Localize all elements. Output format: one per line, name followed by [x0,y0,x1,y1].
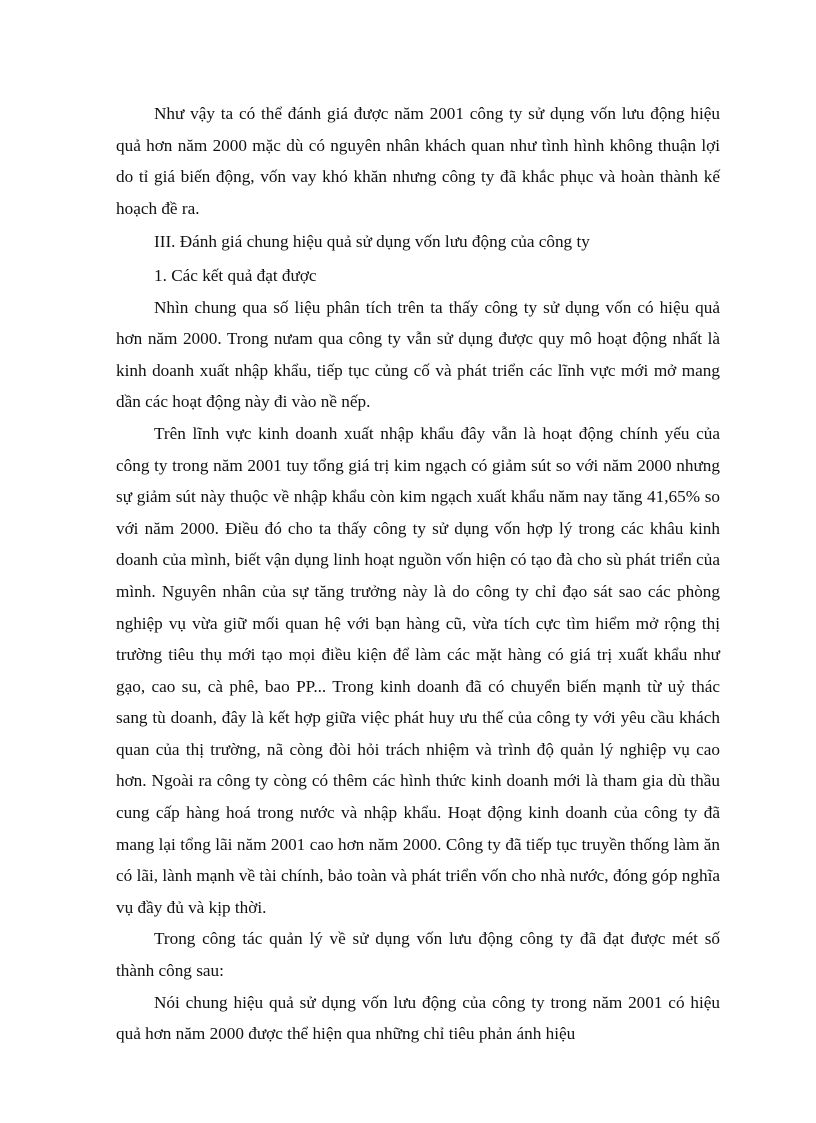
page-body [116,98,720,1050]
paragraph-import-export: Trên lĩnh vực kinh doanh xuất nhập khẩu đây vẫn là hoạt động chính yếu của công ty trong năm 2001 tuy tổng giá trị kim ngạch có giảm sút so với năm 2000 nhưng sự giảm sút này thuộc về nhập khẩu còn kim ngạch xuất khẩu năm nay tăng 41,65% so với năm 2000. Điều đó cho ta thấy công ty sử dụng vốn hợp lý trong các khâu kinh doanh của mình, biết vận dụng linh hoạt nguồn vốn hiện có tạo đà cho sù phát triển của mình. Nguyên nhân của sự tăng trưởng này là do công ty chỉ đạo sát sao các phòng nghiệp vụ vừa giữ mối quan hệ với bạn hàng cũ, vừa tích cực tìm hiểm mở rộng thị trường tiêu thụ mới tạo mọi điều kiện để làm các mặt hàng có giá trị xuất khẩu như gạo, cao su, cà phê, bao PP... Trong kinh doanh đã có chuyển biến mạnh từ uỷ thác sang tù doanh, đây là kết hợp giữa việc phát huy ưu thế của công ty với yêu cầu khách quan của thị trường, nã còng đòi hỏi trách nhiệm và trình độ quản lý nghiệp vụ cao hơn. Ngoài ra công ty còng có thêm các hình thức kinh doanh mới là tham gia dù thầu cung cấp hàng hoá trong nước và nhập khẩu. Hoạt động kinh doanh của công ty đã mang lại tổng lãi năm 2001 cao hơn năm 2000. Công ty đã tiếp tục truyền thống làm ăn có lãi, lành mạnh về tài chính, bảo toàn và phát triển vốn cho nhà nước, đóng góp nghĩa vụ đầy đủ và kịp thời. [116,423,720,917]
paragraph-efficiency: Nói chung hiệu quả sử dụng vốn lưu động của công ty trong năm 2001 có hiệu quả hơn năm 2000 được thể hiện qua những chỉ tiêu phản ánh hiệu [116,992,720,1044]
subsection-heading-1: 1. Các kết quả đạt được [154,265,317,285]
paragraph-overview: Nhìn chung qua số liệu phân tích trên ta thấy công ty sử dụng vốn có hiệu quả hơn năm 2000. Trong nưam qua công ty vẫn sử dụng được quy mô hoạt động nhất là kinh doanh xuất nhập khẩu, tiếp tục củng cố và phát triển các lĩnh vực mới mở mang dần các hoạt động này đi vào nề nếp. [116,297,720,412]
paragraph-management: Trong công tác quản lý về sử dụng vốn lưu động công ty đã đạt được mét số thành công sau: [116,929,720,981]
section-heading-iii: III. Đánh giá chung hiệu quả sử dụng vốn lưu động của công ty [154,232,590,252]
paragraph-conclusion: Như vậy ta có thể đánh giá được năm 2001 công ty sử dụng vốn lưu động hiệu quả hơn năm 2000 mặc dù có nguyên nhân khách quan như tình hình không thuận lợi do tỉ giá biến động, vốn vay khó khăn nhưng công ty đã khắc phục và hoàn thành kế hoạch đề ra. [116,104,720,218]
